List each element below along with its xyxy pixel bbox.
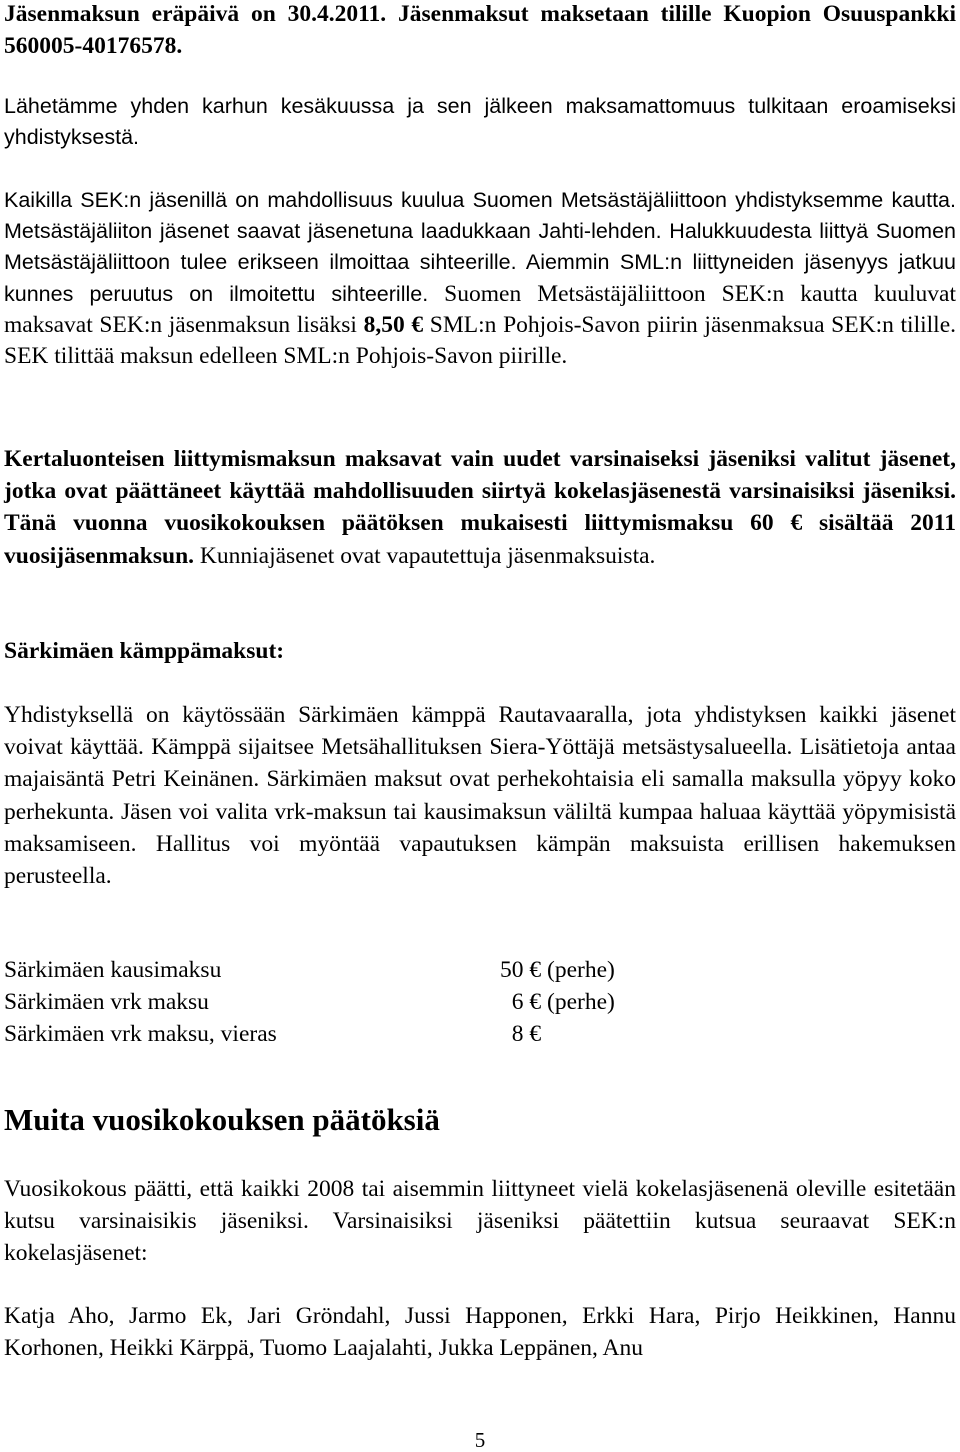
hunters-association-text-end: SML:n Pohjois-Savon piirin jäsenmaksua SEK:n tilille. SEK tilittää maksun edelleen SML:n Pohjois-Savon piirille. xyxy=(4,311,956,370)
hunters-association-text-serif: Suomen Metsästäjäliittoon SEK:n kautta kuuluvat maksavat SEK:n jäsenmaksun lisäksi xyxy=(4,280,956,338)
kamppa-fee-list xyxy=(4,954,704,1050)
reminder-text: Lähetämme yhden karhun kesäkuussa ja sen jälkeen maksamattomuus tulkitaan eroamiseksi yhdistyksestä. xyxy=(4,94,956,150)
new-members-paragraph xyxy=(4,1300,956,1364)
fee-row xyxy=(4,954,704,986)
fee-price: 6 € (perhe) xyxy=(500,989,615,1015)
joining-fee-paragraph xyxy=(4,443,956,572)
membership-amount: 8,50 € xyxy=(363,311,424,338)
page-number: 5 xyxy=(474,1428,486,1452)
kamppa-paragraph xyxy=(4,699,956,892)
kamppa-heading: Särkimäen kämppämaksut: xyxy=(4,638,285,664)
fee-row xyxy=(4,986,704,1018)
fee-name: Särkimäen kausimaksu xyxy=(4,957,222,983)
fee-row xyxy=(4,1018,704,1050)
honorary-members-text: Kunniajäsenet ovat vapautettuja jäsenmaksuista. xyxy=(194,542,656,569)
fee-price: 8 € xyxy=(500,1021,542,1047)
hunters-association-paragraph xyxy=(4,185,956,372)
fee-name: Särkimäen vrk maksu xyxy=(4,989,209,1015)
other-decisions-paragraph xyxy=(4,1173,956,1270)
hunters-association-text-sans: Kaikilla SEK:n jäsenillä on mahdollisuus kuulua Suomen Metsästäjäliittoon yhdistyksemme kautta. Metsästäjäliiton jäsenet saavat jäsenetuna laadukkaan Jahti-lehden. Halukkuudesta liittyä Suomen Metsästäjäliittoon tulee erikseen ilmoittaa sihteerille. Aiemmin SML:n liittyneiden jäsenyys jatkuu kunnes peruutus on ilmoitettu sihteerille. xyxy=(4,188,956,306)
joining-fee-bold-text: Kertaluonteisen liittymismaksun maksavat vain uudet varsinaiseksi jäseniksi valitut jäsenet, jotka ovat päättäneet käyttää mahdollisuuden siirtyä kokelasjäsenestä varsinaisiksi jäseniksi. Tänä vuonna vuosikokouksen päätöksen mukaisesti liittymismaksu 60 € sisältää 2011 vuosijäsenmaksun. xyxy=(4,446,956,569)
new-members-text: Katja Aho, Jarmo Ek, Jari Gröndahl, Jussi Happonen, Erkki Hara, Pirjo Heikkinen, Hannu Korhonen, Heikki Kärppä, Tuomo Laajalahti, Jukka Leppänen, Anu xyxy=(4,1303,956,1362)
reminder-paragraph xyxy=(4,91,956,153)
due-date-text: Jäsenmaksun eräpäivä on 30.4.2011. Jäsenmaksut maksetaan tilille Kuopion Osuuspankki 560005-40176578. xyxy=(4,1,956,60)
other-decisions-heading: Muita vuosikokouksen päätöksiä xyxy=(4,1102,440,1137)
fee-price: 50 € (perhe) xyxy=(500,957,615,983)
fee-name: Särkimäen vrk maksu, vieras xyxy=(4,1021,277,1047)
kamppa-text: Yhdistyksellä on käytössään Särkimäen kämppä Rautavaaralla, jota yhdistyksen kaikki jäsenet voivat käyttää. Kämppä sijaitsee Metsähallituksen Siera-Yöttäjä metsästysalueella. Lisätietoja antaa majaisäntä Petri Keinänen. Särkimäen maksut ovat perhekohtaisia eli samalla maksulla yöpyy koko perhekunta. Jäsen voi valita vrk-maksun tai kausimaksun väliltä kumpaa haluaa käyttää yöpymisistä maksamiseen. Hallitus voi myöntää vapautuksen kämpän maksuista erillisen hakemuksen perusteella. xyxy=(4,702,956,890)
due-date-paragraph xyxy=(4,0,956,62)
other-decisions-text: Vuosikokous päätti, että kaikki 2008 tai aisemmin liittyneet vielä kokelasjäsenenä oleville esitetään kutsu varsinaisikis jäseniksi. Varsinaisiksi jäseniksi päätettiin kutsua seuraavat SEK:n kokelasjäsenet: xyxy=(4,1176,956,1267)
